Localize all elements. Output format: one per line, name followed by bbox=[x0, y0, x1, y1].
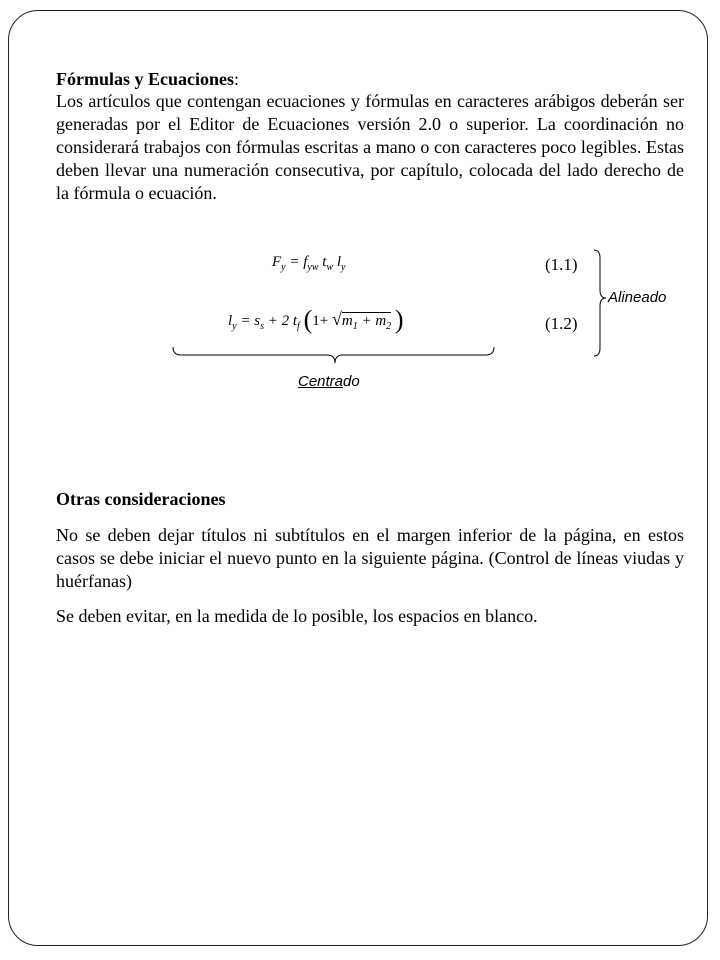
right-brace-icon bbox=[594, 250, 606, 356]
other-heading: Otras consideraciones bbox=[56, 489, 226, 509]
equation-number-1-1: (1.1) bbox=[545, 255, 578, 274]
equation-number-1-2: (1.2) bbox=[545, 314, 578, 333]
formulas-heading-text: Fórmulas y Ecuaciones bbox=[56, 69, 234, 89]
formulas-body: Los artículos que contengan ecuaciones y fórmulas en caracteres arábigos deberán ser generadas por el Editor de Ecuaciones versión 2.0 o superior. La coordinación no considerará trabajos con fórmulas escritas a mano o con caracteres poco legibles. Estas deben llevar una numeración consecutiva, por capítulo, colocada del lado derecho de la fórmula o ecuación. bbox=[56, 91, 684, 203]
centered-label-rest: do bbox=[343, 373, 360, 390]
other-section bbox=[56, 488, 684, 628]
centered-label-underlined: Centra bbox=[298, 373, 344, 390]
other-paragraph-2: Se deben evitar, en la medida de lo posible, los espacios en blanco. bbox=[56, 606, 538, 626]
equation-1-2: $l_y = s_s + 2$ $t_f$ ($1+ √m_1 + m_2$ ) bbox=[228, 305, 404, 334]
other-paragraph-1: No se deben dejar títulos ni subtítulos en el margen inferior de la página, en estos casos se debe iniciar el nuevo punto en la siguiente página. (Control de líneas viudas y huérfanas) bbox=[56, 525, 684, 591]
equation-1-1: $F_y = f_{yw}$ $t_w$ $l_y$ bbox=[272, 254, 346, 273]
centered-label bbox=[298, 373, 360, 390]
bottom-brace-icon bbox=[173, 347, 494, 363]
formulas-heading-colon: : bbox=[234, 69, 240, 89]
aligned-label: Alineado bbox=[608, 289, 667, 306]
